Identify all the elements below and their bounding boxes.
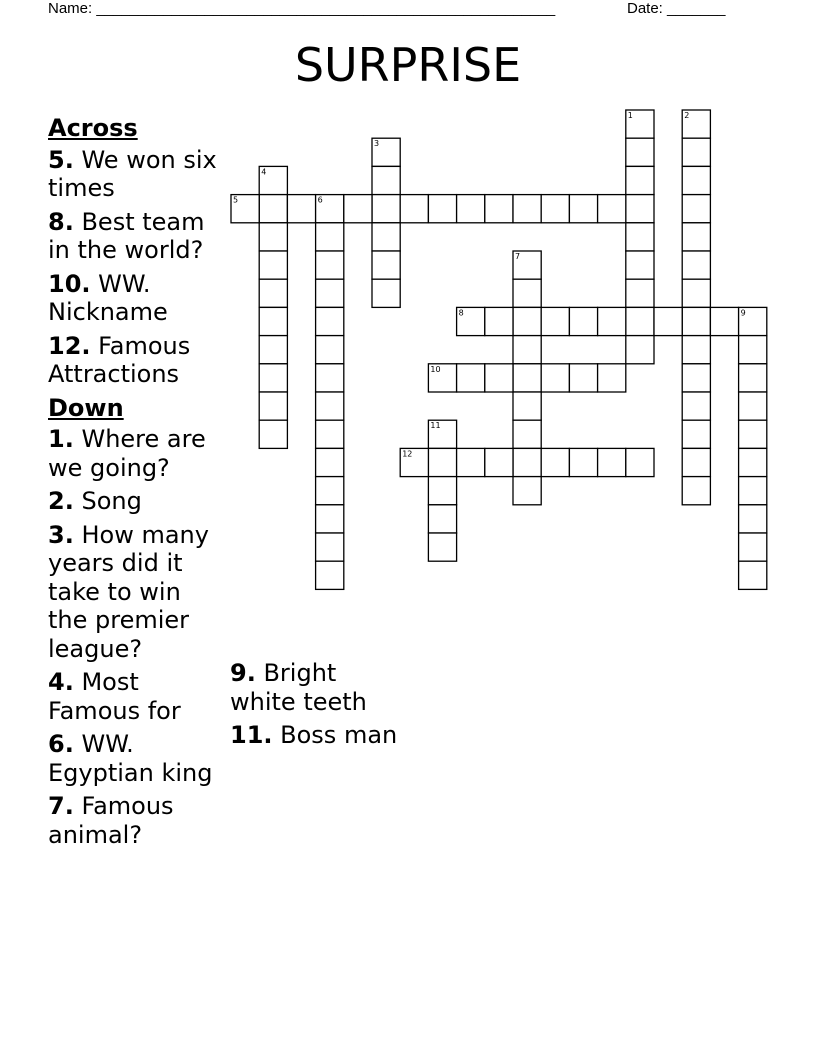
grid-cell[interactable] bbox=[541, 448, 569, 476]
grid-cell[interactable] bbox=[739, 505, 767, 533]
grid-cell[interactable] bbox=[541, 307, 569, 335]
grid-cell[interactable] bbox=[626, 307, 654, 335]
grid-cell[interactable] bbox=[372, 251, 400, 279]
clue-text: Song bbox=[81, 487, 142, 515]
grid-cell[interactable] bbox=[344, 195, 372, 223]
grid-cell[interactable] bbox=[682, 279, 710, 307]
cell-number: 8 bbox=[458, 308, 464, 318]
clue-number: 4. bbox=[48, 668, 74, 696]
grid-cell[interactable] bbox=[372, 195, 400, 223]
grid-cell[interactable] bbox=[626, 448, 654, 476]
grid-cell[interactable] bbox=[513, 307, 541, 335]
grid-cell[interactable] bbox=[682, 307, 710, 335]
grid-cell[interactable] bbox=[598, 307, 626, 335]
clue-text: WW. Egyptian king bbox=[48, 730, 213, 787]
clue-text: We won six times bbox=[48, 145, 217, 202]
grid-cell[interactable] bbox=[598, 364, 626, 392]
grid-cell[interactable] bbox=[316, 279, 344, 307]
grid-cell[interactable] bbox=[457, 448, 485, 476]
grid-cell[interactable] bbox=[485, 364, 513, 392]
grid-cell[interactable] bbox=[259, 420, 287, 448]
grid-cell[interactable] bbox=[682, 448, 710, 476]
grid-cell[interactable] bbox=[316, 307, 344, 335]
grid-cell[interactable] bbox=[316, 448, 344, 476]
grid-cell[interactable] bbox=[259, 392, 287, 420]
grid-cell[interactable] bbox=[682, 336, 710, 364]
clue-number: 3. bbox=[48, 520, 74, 549]
clue-number: 12. bbox=[48, 331, 91, 360]
grid-cell[interactable] bbox=[316, 533, 344, 561]
clue-text: How many years did it take to win the premier league? bbox=[48, 520, 209, 663]
grid-cell[interactable] bbox=[428, 533, 456, 561]
grid-cell[interactable] bbox=[682, 195, 710, 223]
grid-cell[interactable] bbox=[710, 307, 738, 335]
grid-cell[interactable] bbox=[259, 307, 287, 335]
down-heading: Down bbox=[48, 393, 124, 422]
grid-cell[interactable] bbox=[513, 364, 541, 392]
grid-cell[interactable] bbox=[569, 364, 597, 392]
date-field-label: Date: _______ bbox=[627, 0, 726, 17]
grid-cell[interactable] bbox=[259, 364, 287, 392]
grid-cell[interactable] bbox=[372, 223, 400, 251]
clue-text: Boss man bbox=[280, 721, 398, 749]
grid-cell[interactable] bbox=[457, 195, 485, 223]
clue-text: WW. Nickname bbox=[48, 269, 168, 326]
grid-cell[interactable] bbox=[513, 477, 541, 505]
clue-text: Famous Attractions bbox=[48, 331, 191, 388]
across-clue-10 bbox=[48, 270, 226, 327]
cell-number: 9 bbox=[740, 308, 746, 318]
cell-number: 6 bbox=[317, 195, 323, 205]
grid-cell[interactable] bbox=[259, 279, 287, 307]
grid-cell[interactable] bbox=[739, 533, 767, 561]
grid-cell[interactable] bbox=[626, 166, 654, 194]
grid-cell[interactable] bbox=[682, 138, 710, 166]
grid-cell[interactable] bbox=[428, 505, 456, 533]
grid-cell[interactable] bbox=[682, 477, 710, 505]
grid-cell[interactable] bbox=[654, 307, 682, 335]
cell-number: 7 bbox=[515, 252, 521, 261]
grid-cell[interactable] bbox=[513, 279, 541, 307]
down-clue-3 bbox=[48, 521, 226, 664]
puzzle-title: SURPRISE bbox=[294, 38, 522, 92]
grid-cell[interactable] bbox=[513, 448, 541, 476]
down-clue-4 bbox=[48, 668, 226, 725]
down-clue-1 bbox=[48, 425, 226, 482]
grid-cell[interactable] bbox=[739, 448, 767, 476]
grid-cell[interactable] bbox=[739, 477, 767, 505]
grid-cell[interactable] bbox=[682, 364, 710, 392]
grid-cell[interactable] bbox=[316, 505, 344, 533]
grid-cell[interactable] bbox=[541, 364, 569, 392]
grid-cell[interactable] bbox=[428, 448, 456, 476]
grid-cell[interactable] bbox=[316, 477, 344, 505]
grid-cell[interactable] bbox=[259, 251, 287, 279]
grid-cell[interactable] bbox=[316, 251, 344, 279]
grid-cell[interactable] bbox=[541, 195, 569, 223]
clue-number: 9. bbox=[230, 659, 256, 687]
cell-number: 2 bbox=[684, 111, 690, 120]
down-clue-9 bbox=[230, 659, 400, 716]
grid-cell[interactable] bbox=[626, 251, 654, 279]
grid-cell[interactable] bbox=[569, 448, 597, 476]
grid-cell[interactable] bbox=[316, 336, 344, 364]
clue-text: Famous animal? bbox=[48, 792, 174, 849]
grid-cell[interactable] bbox=[259, 195, 287, 223]
clue-text: Best team in the world? bbox=[48, 207, 205, 264]
clue-number: 8. bbox=[48, 207, 74, 236]
clue-number: 10. bbox=[48, 269, 91, 298]
grid-cell[interactable] bbox=[569, 195, 597, 223]
grid-cell[interactable] bbox=[626, 279, 654, 307]
cell-number: 12 bbox=[402, 449, 413, 459]
grid-cell[interactable] bbox=[287, 195, 315, 223]
grid-cell[interactable] bbox=[372, 166, 400, 194]
grid-cell[interactable] bbox=[316, 364, 344, 392]
clues-column-right bbox=[230, 659, 400, 755]
across-clue-5 bbox=[48, 146, 226, 203]
cell-number: 1 bbox=[627, 111, 633, 120]
grid-cell[interactable] bbox=[682, 223, 710, 251]
grid-cell[interactable] bbox=[259, 336, 287, 364]
grid-cell[interactable] bbox=[739, 420, 767, 448]
grid-cell[interactable] bbox=[316, 561, 344, 589]
grid-cell[interactable] bbox=[316, 392, 344, 420]
grid-cell[interactable] bbox=[626, 195, 654, 223]
clue-number: 6. bbox=[48, 730, 74, 758]
grid-cell[interactable] bbox=[513, 392, 541, 420]
grid-cell[interactable] bbox=[682, 251, 710, 279]
grid-cell[interactable] bbox=[316, 223, 344, 251]
grid-cell[interactable] bbox=[259, 223, 287, 251]
grid-cell[interactable] bbox=[739, 392, 767, 420]
grid-cell[interactable] bbox=[372, 279, 400, 307]
grid-cell[interactable] bbox=[569, 307, 597, 335]
grid-cell[interactable] bbox=[626, 223, 654, 251]
grid-cell[interactable] bbox=[513, 420, 541, 448]
grid-cell[interactable] bbox=[485, 195, 513, 223]
clue-text: Most Famous for bbox=[48, 668, 181, 725]
grid-cell[interactable] bbox=[428, 477, 456, 505]
down-clue-6 bbox=[48, 730, 226, 787]
across-clue-12 bbox=[48, 332, 226, 389]
down-clue-2 bbox=[48, 487, 226, 516]
grid-cell[interactable] bbox=[739, 336, 767, 364]
grid-cell[interactable] bbox=[739, 364, 767, 392]
grid-cell[interactable] bbox=[598, 448, 626, 476]
grid-cell[interactable] bbox=[682, 420, 710, 448]
name-field-label: Name: _______________________________________________________ bbox=[48, 0, 556, 17]
cell-number: 10 bbox=[430, 364, 441, 374]
grid-cell[interactable] bbox=[682, 166, 710, 194]
grid-cell[interactable] bbox=[400, 195, 428, 223]
grid-cell[interactable] bbox=[316, 420, 344, 448]
cell-number: 3 bbox=[374, 139, 380, 149]
cell-number: 11 bbox=[430, 421, 441, 431]
grid-cell[interactable] bbox=[739, 561, 767, 589]
clues-column-left bbox=[48, 114, 226, 854]
grid-cell[interactable] bbox=[457, 364, 485, 392]
clue-number: 5. bbox=[48, 145, 74, 174]
down-clue-7 bbox=[48, 792, 226, 849]
cell-number: 4 bbox=[261, 167, 267, 177]
grid-cell[interactable] bbox=[626, 138, 654, 166]
grid-cell[interactable] bbox=[598, 195, 626, 223]
grid-cell[interactable] bbox=[428, 195, 456, 223]
grid-cell[interactable] bbox=[513, 195, 541, 223]
clue-number: 7. bbox=[48, 792, 74, 820]
clue-text: Bright white teeth bbox=[230, 659, 367, 716]
grid-cell[interactable] bbox=[626, 336, 654, 364]
clue-text: Where are we going? bbox=[48, 425, 206, 482]
grid-cell[interactable] bbox=[485, 307, 513, 335]
grid-cell[interactable] bbox=[513, 336, 541, 364]
cell-number: 5 bbox=[233, 195, 239, 205]
clue-number: 11. bbox=[230, 721, 273, 749]
grid-cell[interactable] bbox=[682, 392, 710, 420]
clue-number: 1. bbox=[48, 425, 74, 453]
grid-cell[interactable] bbox=[485, 448, 513, 476]
down-clue-11 bbox=[230, 721, 400, 750]
across-heading: Across bbox=[48, 114, 138, 142]
clue-number: 2. bbox=[48, 487, 74, 515]
across-clue-8 bbox=[48, 208, 226, 265]
